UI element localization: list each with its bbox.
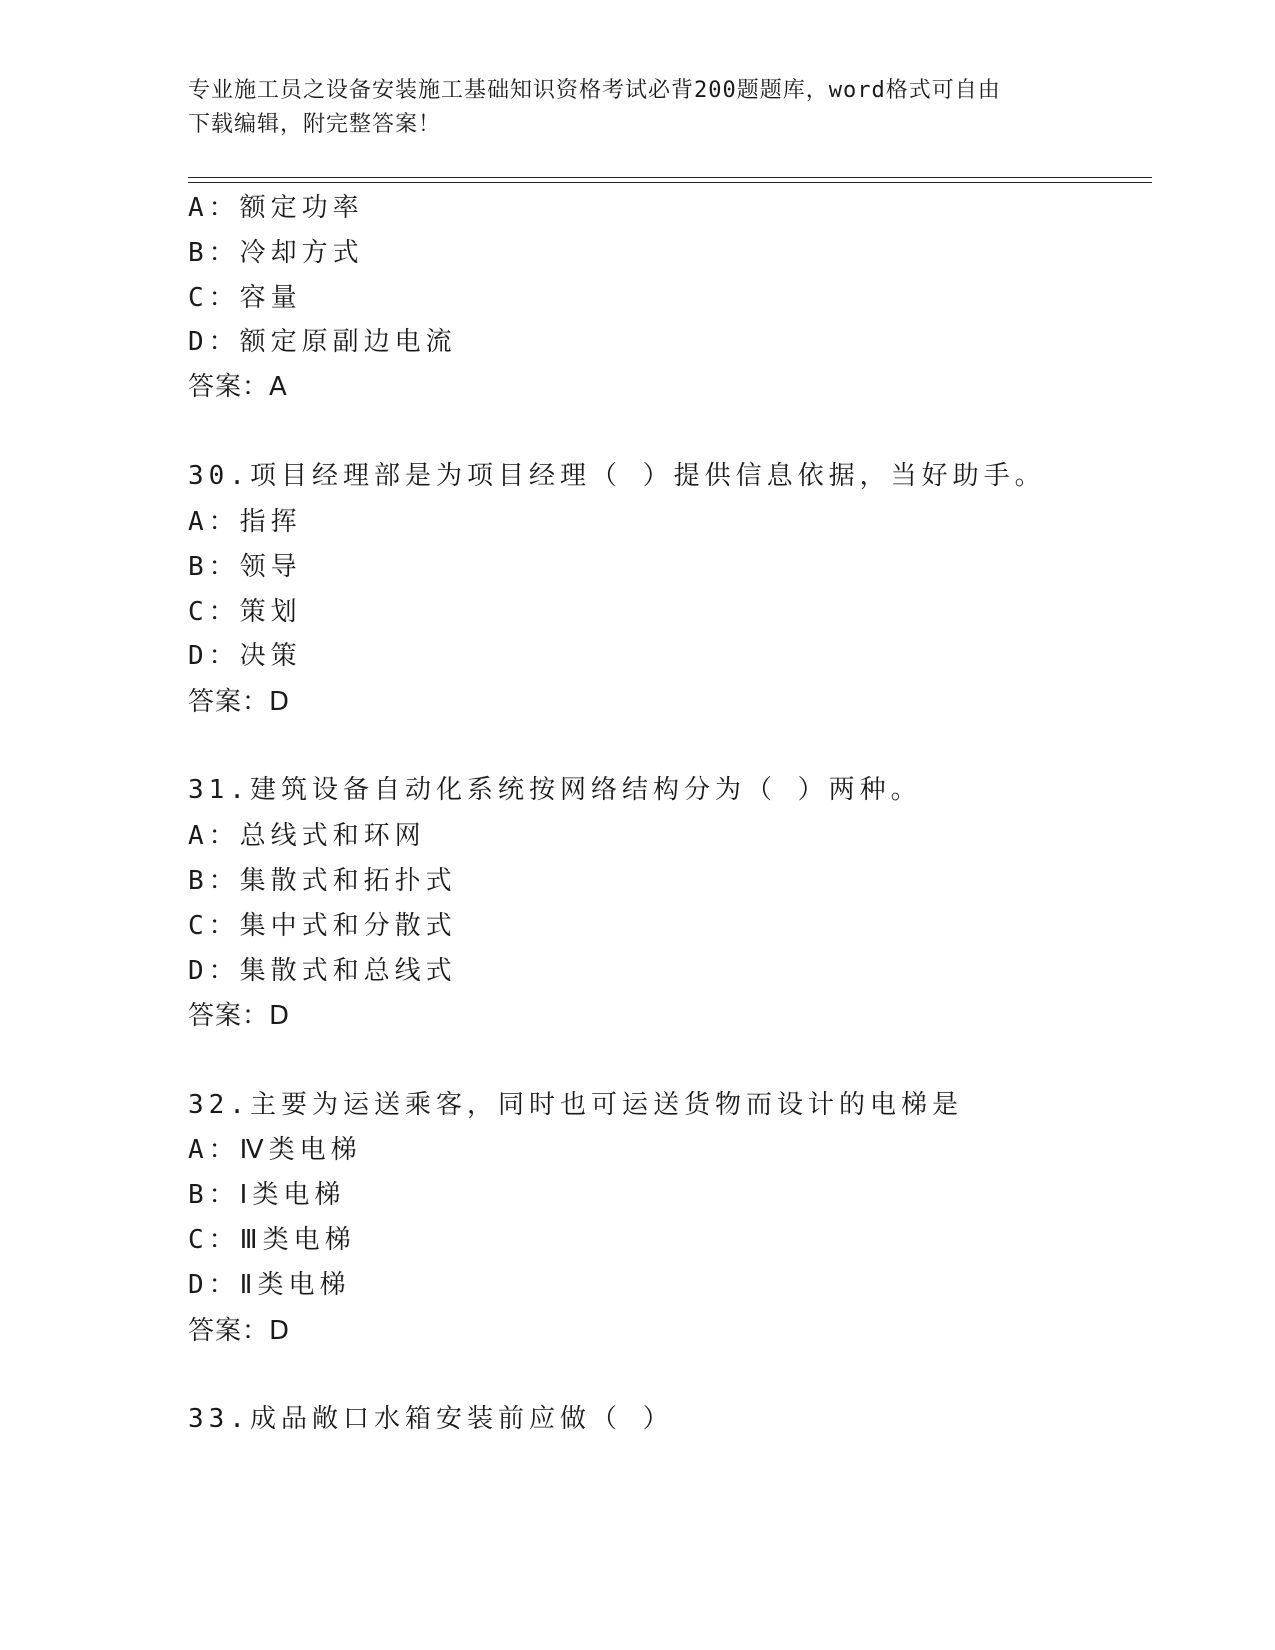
header-divider-top <box>188 177 1152 178</box>
answer-text: 答案：D <box>188 1316 291 1346</box>
option-c: C：策划 <box>188 597 302 627</box>
answer-text: 答案：D <box>188 687 291 717</box>
option-c: C：容量 <box>188 283 302 313</box>
option-a: A：Ⅳ类电梯 <box>188 1135 362 1165</box>
option-d: D：Ⅱ类电梯 <box>188 1270 351 1300</box>
question-stem: 32.主要为运送乘客，同时也可运送货物而设计的电梯是 <box>188 1090 963 1120</box>
option-a: A：总线式和环网 <box>188 821 426 851</box>
option-a: A：指挥 <box>188 507 302 537</box>
header-divider-bottom <box>188 182 1152 183</box>
option-b: B：领导 <box>188 552 302 582</box>
option-b: B：冷却方式 <box>188 238 364 268</box>
question-stem: 31.建筑设备自动化系统按网络结构分为（ ）两种。 <box>188 775 922 805</box>
option-d: D：决策 <box>188 641 302 671</box>
option-c: C：Ⅲ类电梯 <box>188 1225 356 1255</box>
header-line-2: 下载编辑，附完整答案！ <box>188 112 442 137</box>
header-line-1: 专业施工员之设备安装施工基础知识资格考试必背200题题库，word格式可自由 <box>188 78 1001 103</box>
option-b: B：集散式和拓扑式 <box>188 866 457 896</box>
option-c: C：集中式和分散式 <box>188 911 457 941</box>
question-stem: 30.项目经理部是为项目经理（ ）提供信息依据，当好助手。 <box>188 461 1046 491</box>
document-header <box>188 74 1088 142</box>
question-stem: 33.成品敞口水箱安装前应做（ ） <box>188 1404 674 1434</box>
answer-text: 答案：D <box>188 1001 291 1031</box>
option-a: A：额定功率 <box>188 193 364 223</box>
answer-text: 答案：A <box>188 372 288 402</box>
option-d: D：集散式和总线式 <box>188 956 457 986</box>
option-b: B：Ⅰ类电梯 <box>188 1180 346 1210</box>
option-d: D：额定原副边电流 <box>188 327 457 357</box>
